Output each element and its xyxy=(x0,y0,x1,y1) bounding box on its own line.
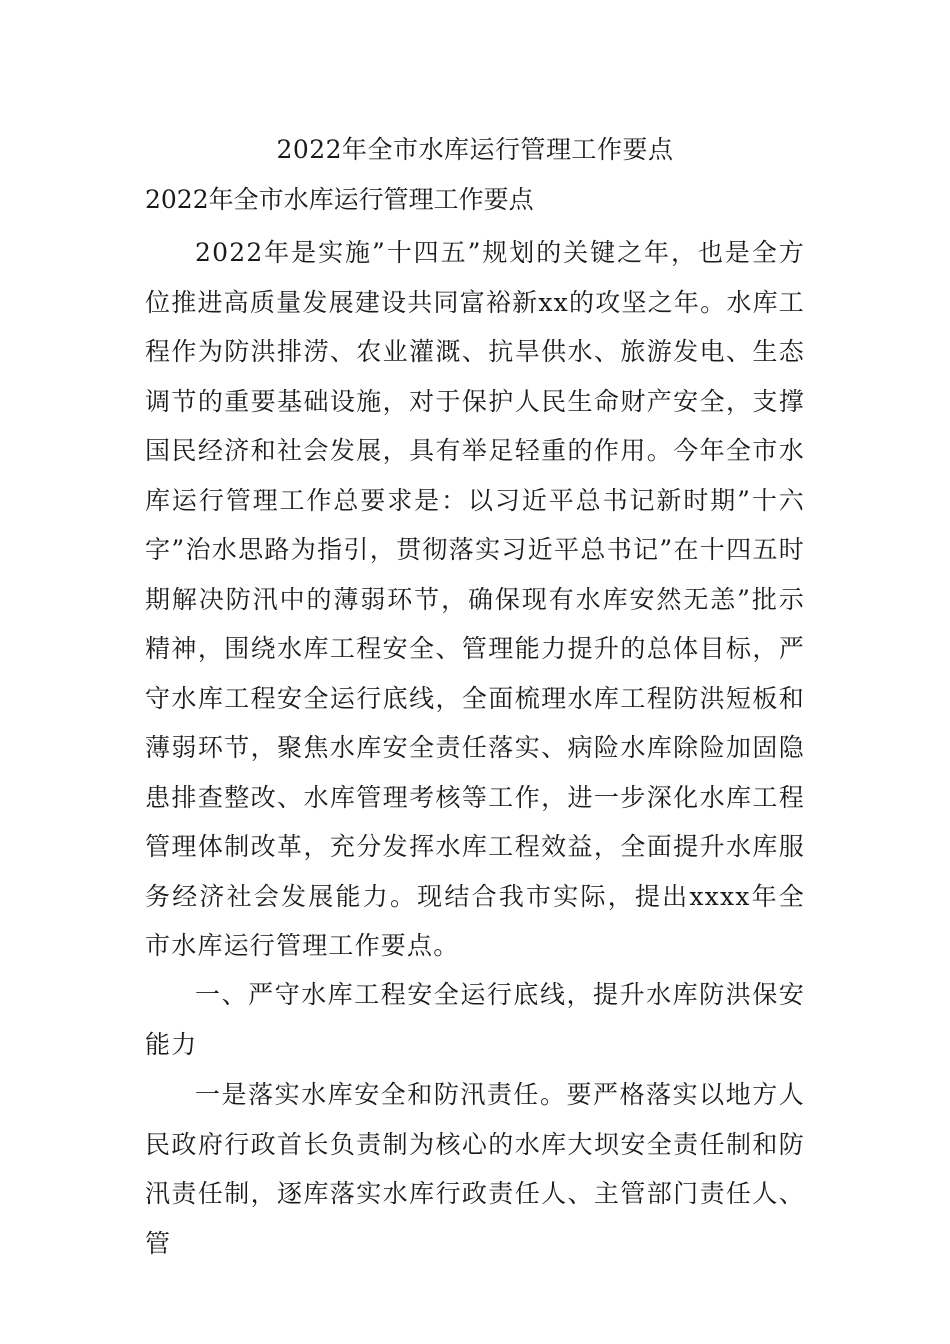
body-paragraph-intro: 2022年是实施”十四五”规划的关键之年，也是全方位推进高质量发展建设共同富裕新xx的攻坚之年。水库工程作为防洪排涝、农业灌溉、抗旱供水、旅游发电、生态调节的重要基础设施，对于保护人民生命财产安全，支撑国民经济和社会发展，具有举足轻重的作用。今年全市水库运行管理工作总要求是：以习近平总书记新时期”十六字”治水思路为指引，贯彻落实习近平总书记”在十四五时期解决防汛中的薄弱环节，确保现有水库安然无恙”批示精神，围绕水库工程安全、管理能力提升的总体目标，严守水库工程安全运行底线，全面梳理水库工程防洪短板和薄弱环节，聚焦水库安全责任落实、病险水库除险加固隐患排查整改、水库管理考核等工作，进一步深化水库工程管理体制改革，充分发挥水库工程效益，全面提升水库服务经济社会发展能力。现结合我市实际，提出xxxx年全市水库运行管理工作要点。 xyxy=(145,238,805,960)
document-subtitle: 2022年全市水库运行管理工作要点 xyxy=(145,185,534,214)
section-heading-1: 一、严守水库工程安全运行底线，提升水库防洪保安能力 xyxy=(145,980,805,1059)
body-paragraph-item-1: 一是落实水库安全和防汛责任。要严格落实以地方人民政府行政首长负责制为核心的水库大坝安全责任制和防汛责任制，逐库落实水库行政责任人、主管部门责任人、管 xyxy=(145,1080,805,1258)
document-title: 2022年全市水库运行管理工作要点 xyxy=(276,135,674,164)
